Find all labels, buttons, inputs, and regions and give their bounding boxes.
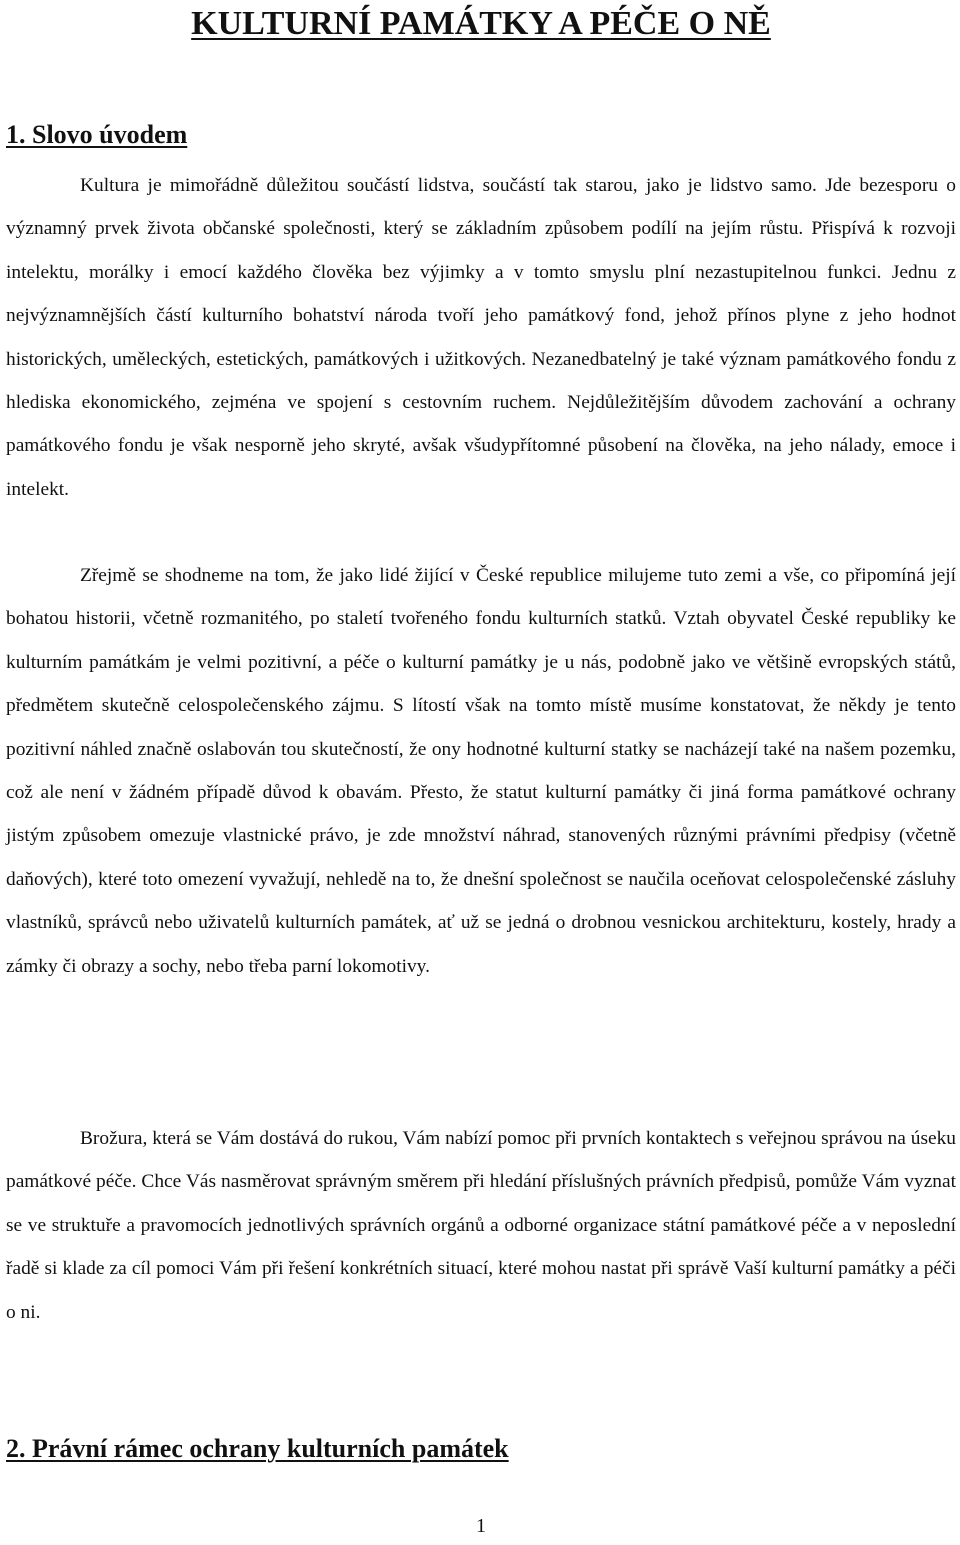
section-heading-pravni-ramec: 2. Právní rámec ochrany kulturních památek — [6, 1434, 509, 1463]
document-title: KULTURNÍ PAMÁTKY A PÉČE O NĚ — [191, 5, 771, 42]
paragraph-2: Zřejmě se shodneme na tom, že jako lidé žijící v České republice milujeme tuto zemi a vše, co připomíná její bohatou historii, včetně rozmanitého, po staletí tvořeného fondu kulturních statků. Vztah obyvatel České republiky ke kulturním památkám je velmi pozitivní, a péče o kulturní památky je u nás, podobně jako ve většině evropských států, předmětem skutečně celospolečenského zájmu. S lítostí však na tomto místě musíme konstatovat, že někdy je tento pozitivní náhled značně oslabován tou skutečností, že ony hodnotné kulturní statky se nacházejí také na našem pozemku, což ale není v žádném případě důvod k obavám. Přesto, že statut kulturní památky či jiná forma památkové ochrany jistým způsobem omezuje vlastnické právo, je zde množství náhrad, stanovených různými právními předpisy (včetně daňových), které toto omezení vyvažují, nehledě na to, že dnešní společnost se naučila oceňovat celospolečenské zásluhy vlastníků, správců nebo uživatelů kulturních památek, ať už se jedná o drobnou vesnickou architekturu, kostely, hrady a zámky či obrazy a sochy, nebo třeba parní lokomotivy. — [6, 565, 956, 977]
document-page — [6, 0, 956, 1545]
paragraph-1: Kultura je mimořádně důležitou součástí lidstva, součástí tak starou, jako je lidstvo samo. Jde bezesporu o významný prvek života občanské společnosti, který se základním způsobem podílí na jejím růstu. Přispívá k rozvoji intelektu, morálky i emocí každého člověka bez výjimky a v tomto smyslu plní nezastupitelnou funkci. Jednu z nejvýznamnějších částí kulturního bohatství národa tvoří jeho památkový fond, jehož přínos plyne z jeho hodnot historických, uměleckých, estetických, památkových i užitkových. Nezanedbatelný je také význam památkového fondu z hlediska ekonomického, zejména ve spojení s cestovním ruchem. Nejdůležitějším důvodem zachování a ochrany památkového fondu je však nesporně jeho skryté, avšak všudypřítomné působení na člověka, na jeho nálady, emoce i intelekt. — [6, 175, 956, 500]
section-heading-uvod: 1. Slovo úvodem — [6, 120, 188, 149]
paragraph-3: Brožura, která se Vám dostává do rukou, Vám nabízí pomoc při prvních kontaktech s veřejnou správou na úseku památkové péče. Chce Vás nasměrovat správným směrem při hledání příslušných právních předpisů, pomůže Vám vyznat se ve struktuře a pravomocích jednotlivých správních orgánů a odborné organizace státní památkové péče a v neposlední řadě si klade za cíl pomoci Vám při řešení konkrétních situací, které mohou nastat při správě Vaší kulturní památky a péči o ni. — [6, 1128, 956, 1323]
page-number: 1 — [476, 1515, 486, 1537]
